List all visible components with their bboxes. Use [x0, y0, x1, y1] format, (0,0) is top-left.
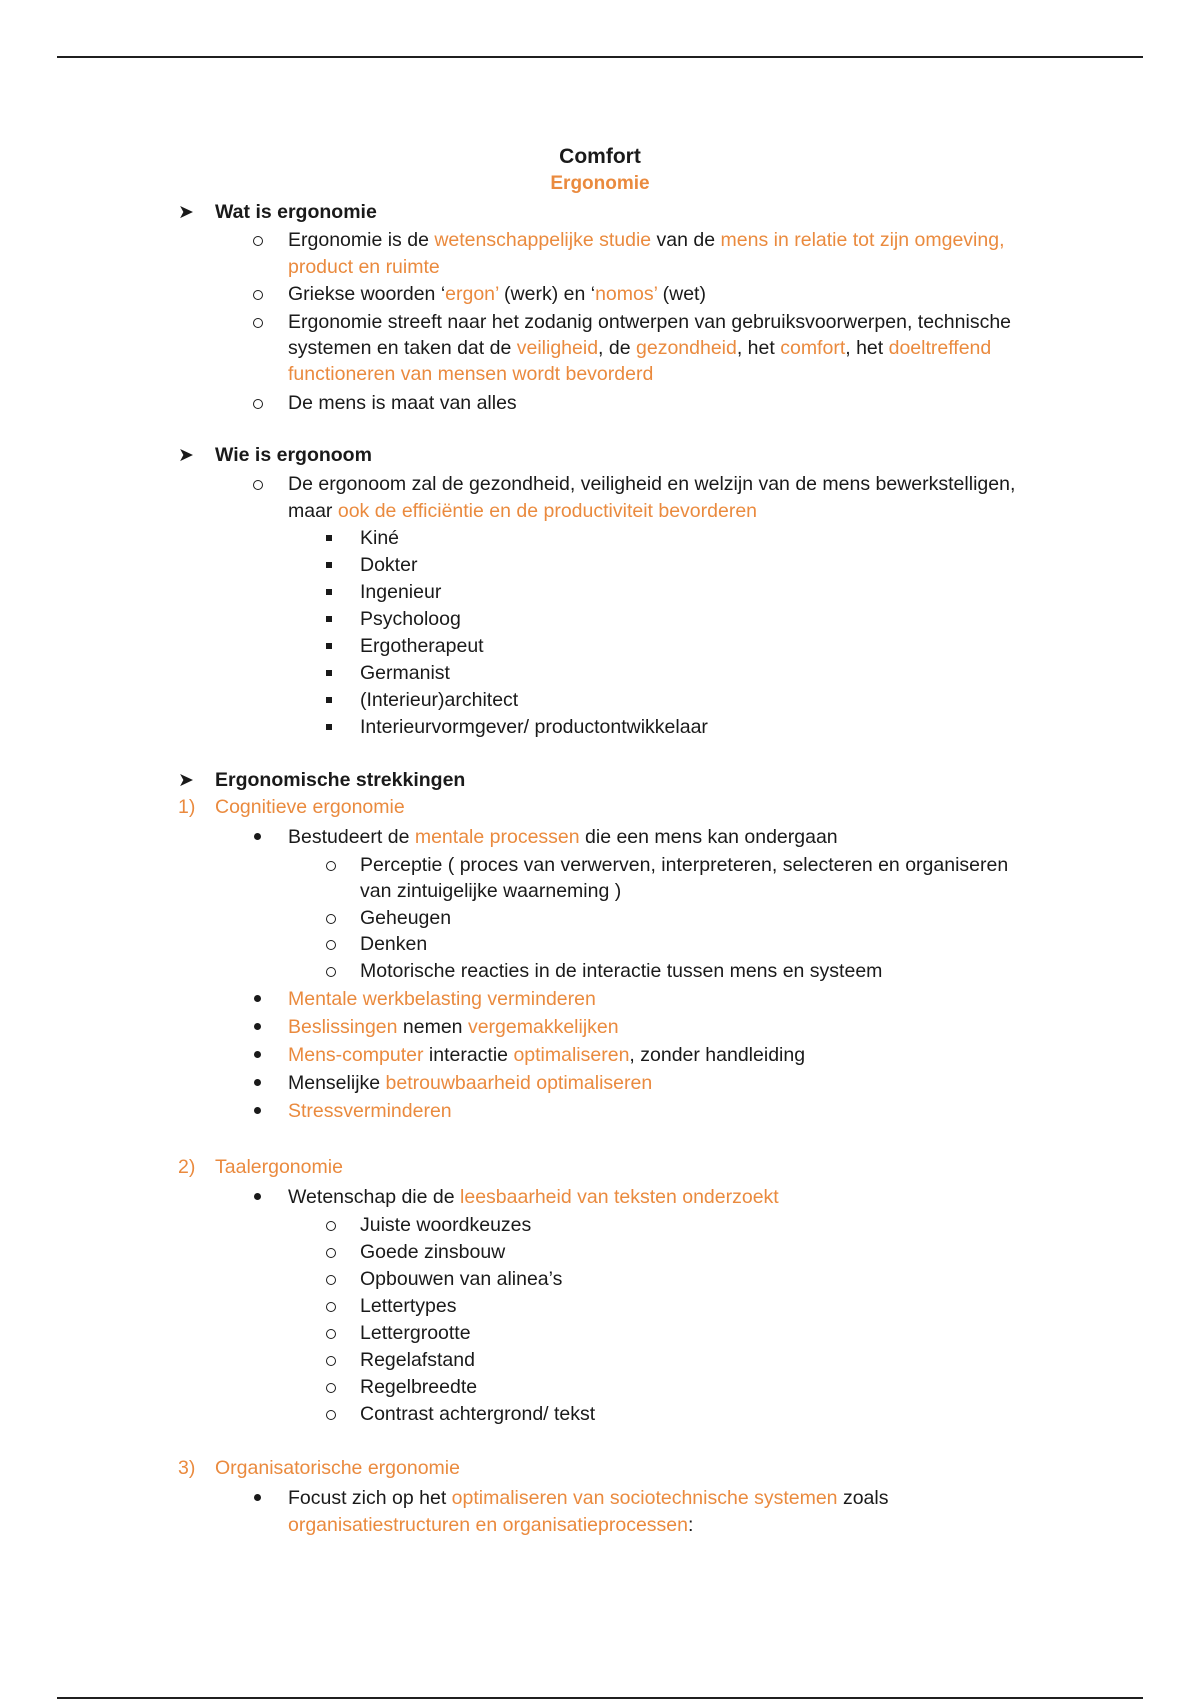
square-bullet-icon — [326, 670, 332, 676]
sub-list-item: Lettertypes — [360, 1295, 457, 1317]
circle-bullet-icon — [253, 318, 263, 328]
circle-bullet-icon — [326, 940, 336, 950]
circle-bullet-icon — [253, 290, 263, 300]
sub-list-item: Denken — [360, 933, 428, 955]
sub-list-item: Motorische reacties in de interactie tussen mens en systeem — [360, 960, 883, 982]
square-bullet-icon — [326, 643, 332, 649]
subsection-heading-taalergonomie: Taalergonomie — [215, 1156, 343, 1178]
list-item-role: Dokter — [360, 554, 418, 576]
bullet-dot-icon — [254, 1023, 261, 1030]
list-item: Ergonomie streeft naar het zodanig ontwerpen van gebruiksvoorwerpen, technische — [288, 311, 1012, 333]
list-item: De ergonoom zal de gezondheid, veiligheid en welzijn van de mens bewerkstelligen, — [288, 473, 1016, 495]
list-item: Ergonomie is de wetenschappelijke studie van de mens in relatie tot zijn omgeving, — [288, 229, 1005, 251]
sub-list-item-continuation: van zintuigelijke waarneming ) — [360, 880, 622, 902]
section-heading-ergonomische-strekkingen: Ergonomische strekkingen — [215, 769, 466, 791]
list-item-continuation: product en ruimte — [288, 256, 440, 278]
bullet-dot-icon — [254, 1107, 261, 1114]
list-item-role: Kiné — [360, 527, 400, 549]
sub-list-item: Lettergrootte — [360, 1322, 471, 1344]
list-item: Mens-computer interactie optimaliseren, zonder handleiding — [288, 1044, 806, 1066]
list-item-continuation: maar ook de efficiëntie en de productiviteit bevorderen — [288, 500, 758, 522]
numbered-marker: 3) — [178, 1457, 196, 1479]
section-heading-wie-is-ergonoom: Wie is ergonoom — [215, 444, 372, 466]
bullet-dot-icon — [254, 1193, 261, 1200]
sub-list-item: Geheugen — [360, 907, 452, 929]
circle-bullet-icon — [326, 861, 336, 871]
sub-list-item: Goede zinsbouw — [360, 1241, 506, 1263]
list-item-continuation: organisatiestructuren en organisatieprocessen: — [288, 1514, 694, 1536]
square-bullet-icon — [326, 616, 332, 622]
circle-bullet-icon — [326, 1356, 336, 1366]
arrow-bullet-icon: ➤ — [178, 445, 194, 466]
circle-bullet-icon — [326, 1221, 336, 1231]
circle-bullet-icon — [253, 399, 263, 409]
list-item: Mentale werkbelasting verminderen — [288, 988, 596, 1010]
sub-list-item: Contrast achtergrond/ tekst — [360, 1403, 596, 1425]
bullet-dot-icon — [254, 1051, 261, 1058]
page-title: Comfort — [559, 145, 641, 168]
bottom-rule — [57, 1697, 1143, 1699]
circle-bullet-icon — [326, 1302, 336, 1312]
bullet-dot-icon — [254, 1079, 261, 1086]
bullet-dot-icon — [254, 995, 261, 1002]
circle-bullet-icon — [326, 1329, 336, 1339]
list-item: Focust zich op het optimaliseren van sociotechnische systemen zoals — [288, 1487, 889, 1509]
sub-list-item: Regelafstand — [360, 1349, 475, 1371]
list-item-continuation: systemen en taken dat de veiligheid, de gezondheid, het comfort, het doeltreffend — [288, 337, 992, 359]
subsection-heading-organisatorische-ergonomie: Organisatorische ergonomie — [215, 1457, 460, 1479]
square-bullet-icon — [326, 697, 332, 703]
circle-bullet-icon — [253, 236, 263, 246]
list-item-role: Ingenieur — [360, 581, 442, 603]
square-bullet-icon — [326, 724, 332, 730]
numbered-marker: 1) — [178, 796, 196, 818]
circle-bullet-icon — [253, 480, 263, 490]
subsection-heading-cognitieve-ergonomie: Cognitieve ergonomie — [215, 796, 405, 818]
circle-bullet-icon — [326, 1248, 336, 1258]
arrow-bullet-icon: ➤ — [178, 770, 194, 791]
sub-list-item: Juiste woordkeuzes — [360, 1214, 532, 1236]
section-heading-wat-is-ergonomie: Wat is ergonomie — [215, 201, 377, 223]
circle-bullet-icon — [326, 1410, 336, 1420]
list-item: Wetenschap die de leesbaarheid van teksten onderzoekt — [288, 1186, 779, 1208]
circle-bullet-icon — [326, 967, 336, 977]
list-item: Menselijke betrouwbaarheid optimaliseren — [288, 1072, 653, 1094]
bullet-dot-icon — [254, 1494, 261, 1501]
square-bullet-icon — [326, 589, 332, 595]
sub-list-item: Regelbreedte — [360, 1376, 478, 1398]
list-item: Bestudeert de mentale processen die een mens kan ondergaan — [288, 826, 838, 848]
list-item-role: Ergotherapeut — [360, 635, 484, 657]
list-item-role: (Interieur)architect — [360, 689, 519, 711]
list-item: De mens is maat van alles — [288, 392, 517, 414]
list-item: Beslissingen nemen vergemakkelijken — [288, 1016, 619, 1038]
bullet-dot-icon — [254, 833, 261, 840]
circle-bullet-icon — [326, 914, 336, 924]
arrow-bullet-icon: ➤ — [178, 202, 194, 223]
list-item-role: Germanist — [360, 662, 450, 684]
numbered-marker: 2) — [178, 1156, 196, 1178]
circle-bullet-icon — [326, 1383, 336, 1393]
sub-list-item: Opbouwen van alinea’s — [360, 1268, 563, 1290]
sub-list-item: Perceptie ( proces van verwerven, interpreteren, selecteren en organiseren — [360, 854, 1009, 876]
top-rule — [57, 56, 1143, 58]
square-bullet-icon — [326, 535, 332, 541]
square-bullet-icon — [326, 562, 332, 568]
list-item: Stressverminderen — [288, 1100, 452, 1122]
list-item-continuation: functioneren van mensen wordt bevorderd — [288, 363, 654, 385]
list-item-role: Psycholoog — [360, 608, 461, 630]
circle-bullet-icon — [326, 1275, 336, 1285]
page-subtitle: Ergonomie — [550, 173, 650, 194]
list-item: Griekse woorden ‘ergon’ (werk) en ‘nomos’ (wet) — [288, 283, 706, 305]
list-item-role: Interieurvormgever/ productontwikkelaar — [360, 716, 708, 738]
